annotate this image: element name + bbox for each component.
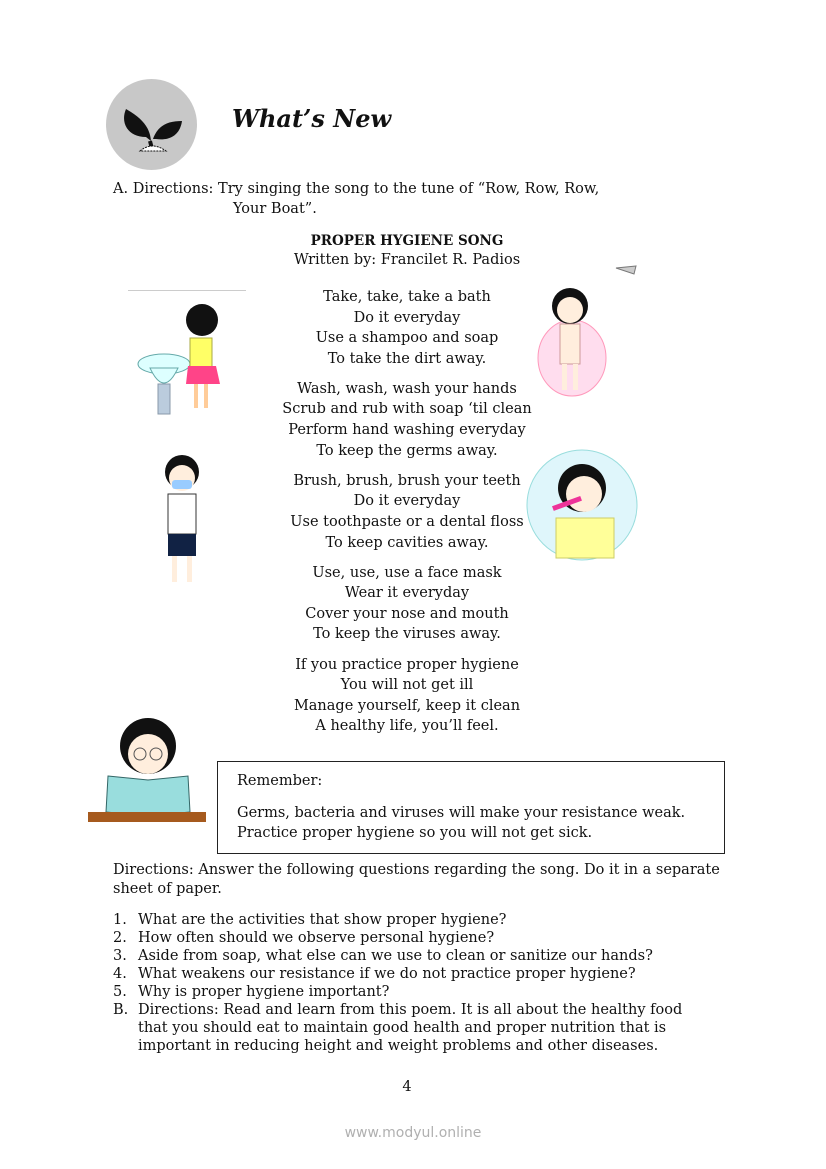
question-text: Why is proper hygiene important? bbox=[138, 984, 390, 1000]
question-text: What are the activities that show proper hygiene? bbox=[138, 912, 507, 928]
song-line: Perform hand washing everyday bbox=[288, 422, 526, 439]
song-line: To keep the viruses away. bbox=[313, 626, 501, 643]
question-item bbox=[113, 983, 698, 1001]
song-line: A healthy life, you’ll feel. bbox=[315, 718, 499, 735]
questions-directions: Directions: Answer the following questions regarding the song. Do it in a separate sheet of paper. bbox=[113, 862, 720, 897]
song-line: Cover your nose and mouth bbox=[305, 605, 509, 622]
questions-list bbox=[113, 911, 698, 1055]
question-item bbox=[113, 1001, 698, 1055]
bathing-girl-illustration bbox=[536, 258, 641, 398]
girl-reading-book-illustration bbox=[86, 714, 208, 826]
remember-heading: Remember: bbox=[237, 773, 323, 789]
girl-brushing-teeth-illustration bbox=[524, 448, 640, 562]
song-line: Use toothpaste or a dental floss bbox=[290, 513, 524, 530]
question-item bbox=[113, 911, 698, 929]
song-line: Do it everyday bbox=[353, 493, 461, 510]
question-item bbox=[113, 947, 698, 965]
song-author: Written by: Francilet R. Padios bbox=[293, 252, 521, 268]
question-number: B. bbox=[113, 1002, 129, 1018]
question-text: Aside from soap, what else can we use to clean or sanitize our hands? bbox=[138, 948, 653, 964]
song-line: Wear it everyday bbox=[344, 585, 470, 602]
question-number: 5. bbox=[113, 984, 127, 1000]
song-line: To keep the germs away. bbox=[316, 442, 498, 459]
question-item bbox=[113, 929, 698, 947]
question-text: Directions: Read and learn from this poem. It is all about the healthy food that you should eat to maintain good health and proper nutrition that is important in reducing height and weight problems and other diseases. bbox=[138, 1002, 683, 1054]
question-text: How often should we observe personal hygiene? bbox=[138, 930, 495, 946]
song-line: Do it everyday bbox=[353, 309, 461, 326]
song-line: Use, use, use a face mask bbox=[312, 564, 502, 581]
remember-line-2: Practice proper hygiene so you will not get sick. bbox=[237, 825, 593, 841]
song-line: Take, take, take a bath bbox=[323, 289, 491, 305]
song-line: If you practice proper hygiene bbox=[295, 656, 519, 673]
question-item bbox=[113, 965, 698, 983]
remember-box bbox=[217, 761, 725, 854]
section-a-directions-cont: Your Boat”. bbox=[233, 201, 317, 217]
question-number: 2. bbox=[113, 930, 127, 946]
handwashing-girl-illustration bbox=[134, 298, 226, 418]
song-line: Use a shampoo and soap bbox=[315, 330, 499, 347]
song-line: To keep cavities away. bbox=[325, 534, 489, 551]
song-lyrics bbox=[0, 287, 814, 746]
question-number: 1. bbox=[113, 912, 127, 928]
remember-line-1: Germs, bacteria and viruses will make your resistance weak. bbox=[237, 805, 686, 821]
song-line: Scrub and rub with soap ‘til clean bbox=[282, 401, 532, 418]
page-number: 4 bbox=[402, 1079, 412, 1095]
question-number: 4. bbox=[113, 966, 127, 982]
plant-sprout-icon bbox=[106, 79, 197, 170]
song-stanza bbox=[0, 471, 814, 553]
song-line: You will not get ill bbox=[340, 677, 474, 694]
song-line: Brush, brush, brush your teeth bbox=[293, 472, 521, 489]
song-stanza bbox=[0, 563, 814, 645]
song-line: Wash, wash, wash your hands bbox=[297, 380, 517, 397]
section-a-directions: A. Directions: Try singing the song to the tune of “Row, Row, Row, bbox=[113, 181, 600, 197]
song-line: Manage yourself, keep it clean bbox=[293, 697, 521, 714]
section-title: What’s New bbox=[232, 104, 392, 133]
question-text: What weakens our resistance if we do not practice proper hygiene? bbox=[138, 966, 636, 982]
watermark: www.modyul.online bbox=[344, 1125, 482, 1141]
song-stanza bbox=[0, 379, 814, 461]
boy-face-mask-illustration bbox=[152, 450, 217, 590]
question-number: 3. bbox=[113, 948, 127, 964]
song-title: PROPER HYGIENE SONG bbox=[310, 233, 504, 249]
song-line: To take the dirt away. bbox=[327, 350, 487, 367]
song-stanza bbox=[0, 287, 814, 369]
